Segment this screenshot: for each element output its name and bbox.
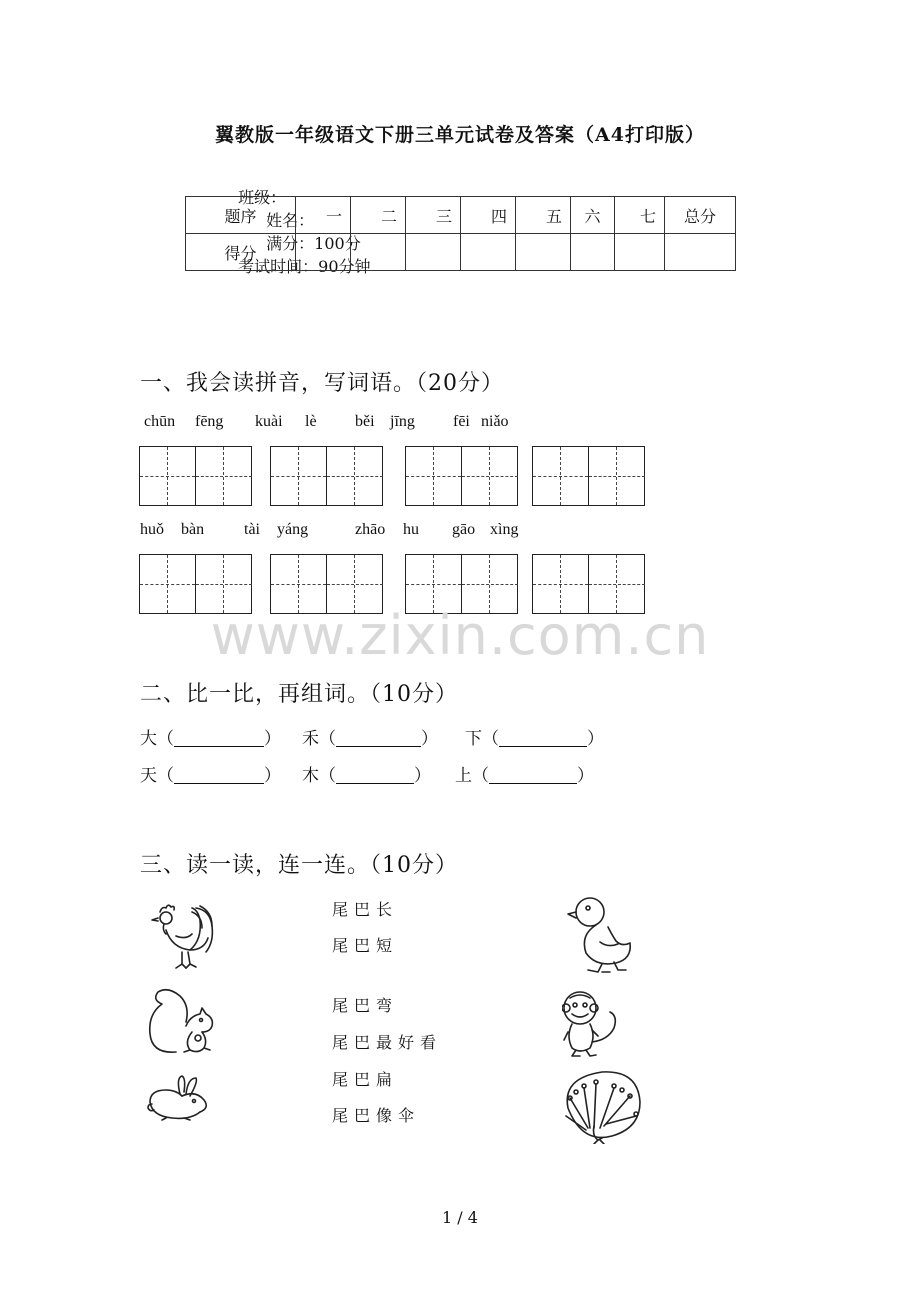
char-label: 上（ [455,766,489,786]
table-cell: 六 [571,197,615,234]
answer-blank[interactable] [174,766,264,784]
table-cell: 二 [351,197,406,234]
word-group-item [302,724,438,749]
answer-blank[interactable] [336,766,414,784]
page-title: 翼教版一年级语文下册三单元试卷及答案（A4打印版） [215,124,705,146]
word-row-2 [140,761,640,786]
phrase-option[interactable]: 尾巴弯 [332,996,399,1015]
writing-grid[interactable] [405,446,518,506]
word-group-item [140,761,281,786]
pinyin: yáng [277,521,309,538]
pinyin: hu [403,521,419,538]
phrase-option[interactable]: 尾巴最好看 [332,1033,443,1052]
pinyin: tài [244,521,260,538]
writing-grid[interactable] [532,446,645,506]
char-label: 木（ [302,766,336,786]
section3-heading: 三、读一读，连一连。（10分） [140,853,458,878]
pinyin: jīng [390,413,415,430]
phrase-option[interactable]: 尾巴像伞 [332,1106,421,1125]
page-number: 1 / 4 [442,1208,478,1227]
char-label: 禾（ [302,729,336,749]
table-cell: 四 [461,197,516,234]
answer-blank[interactable] [174,729,264,747]
table-cell: 五 [516,197,571,234]
word-group-item [302,761,431,786]
full-score: 满分：100分 [266,234,361,253]
watermark: www.zixin.com.cn [210,604,710,667]
pinyin: běi [355,413,375,430]
table-row [186,197,736,234]
score-input-cell[interactable] [615,234,665,271]
char-label: 下（ [465,729,499,749]
word-group-item [465,724,604,749]
answer-blank[interactable] [489,766,577,784]
score-input-cell[interactable] [516,234,571,271]
phrase-option[interactable]: 尾巴扁 [332,1070,399,1089]
char-label: 大（ [140,729,174,749]
char-label: 天（ [140,766,174,786]
pinyin: huǒ [140,521,164,538]
section2-heading: 二、比一比，再组词。（10分） [140,682,458,707]
score-input-cell[interactable] [461,234,516,271]
pinyin-row-1 [140,413,740,433]
pinyin: fēi [453,413,470,430]
writing-grid[interactable] [139,446,252,506]
writing-grid[interactable] [270,446,383,506]
pinyin: fēng [195,413,224,430]
table-cell: 总分 [665,197,736,234]
paren-close: ） [587,729,604,749]
score-input-cell[interactable] [665,234,736,271]
phrase-option[interactable]: 尾巴长 [332,900,399,919]
score-input-cell[interactable] [296,234,351,271]
paren-close: ） [264,729,281,749]
pinyin: gāo [452,521,476,538]
table-cell: 得分 [186,234,296,271]
paren-close: ） [421,729,438,749]
pinyin: lè [305,413,317,430]
pinyin-row-2 [140,521,740,541]
word-row-1 [140,724,640,749]
table-cell: 题序 [186,197,296,234]
score-input-cell[interactable] [351,234,406,271]
pinyin: xìng [490,521,519,538]
table-cell: 三 [406,197,461,234]
monkey-icon[interactable] [562,986,622,1058]
pinyin: niǎo [481,413,509,430]
pinyin: kuài [255,413,283,430]
score-table [185,196,736,271]
answer-blank[interactable] [499,729,587,747]
section1-heading: 一、我会读拼音，写词语。（20分） [140,371,504,396]
squirrel-icon[interactable] [146,988,218,1056]
table-cell: 七 [615,197,665,234]
rabbit-icon[interactable] [146,1074,212,1124]
answer-blank[interactable] [336,729,421,747]
word-group-item [140,724,281,749]
score-input-cell[interactable] [571,234,615,271]
pinyin: chūn [144,413,176,430]
exam-time: 考试时间：90分钟 [238,257,371,276]
word-group-item [455,761,594,786]
rooster-icon[interactable] [146,900,220,970]
pinyin: zhāo [355,521,386,538]
paren-close: ） [414,766,431,786]
duck-icon[interactable] [566,894,634,974]
class-label: 班级： [238,188,287,207]
paren-close: ） [264,766,281,786]
name-label: 姓名： [266,211,315,230]
peacock-icon[interactable] [560,1068,642,1144]
pinyin: bàn [181,521,205,538]
table-row [186,234,736,271]
phrase-option[interactable]: 尾巴短 [332,936,399,955]
score-input-cell[interactable] [406,234,461,271]
table-cell: 一 [296,197,351,234]
paren-close: ） [577,766,594,786]
